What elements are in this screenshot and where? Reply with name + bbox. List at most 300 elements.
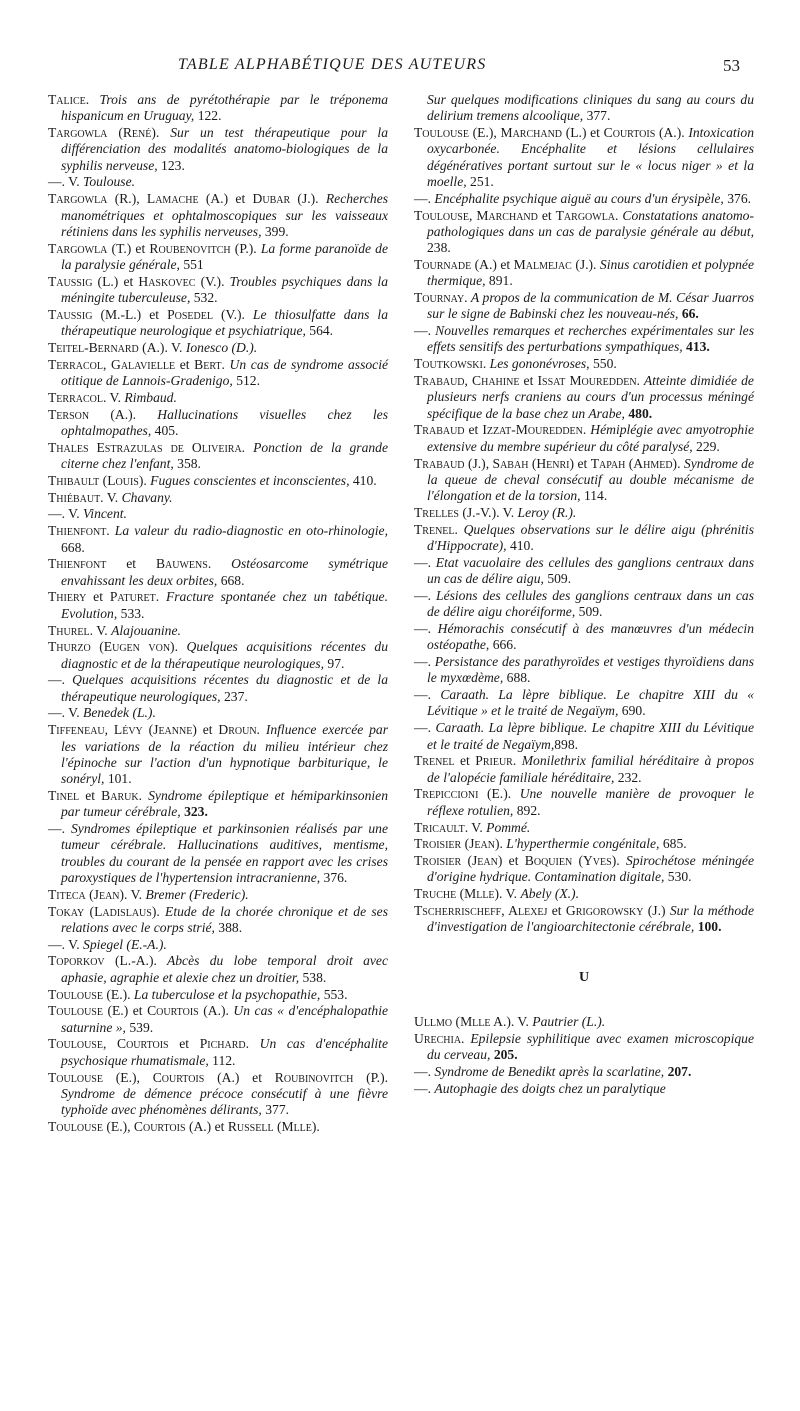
index-entry <box>48 623 388 639</box>
entry-title: Rimbaud. <box>124 389 177 405</box>
entry-author: Urechia. <box>414 1030 465 1046</box>
index-entry <box>48 523 388 556</box>
entry-author: Targowla (T.) <box>48 240 132 256</box>
entry-title: Un cas « d'encéphalopathie saturnine », <box>61 1003 389 1035</box>
index-entry <box>414 522 754 555</box>
entry-title: Hallucinations visuelles chez les ophtalmopathes, <box>61 406 388 438</box>
entry-title: Alajouanine. <box>111 622 181 638</box>
entry-text: V. <box>514 1013 533 1029</box>
entry-text: —. V. <box>48 506 84 522</box>
index-entry <box>48 340 388 356</box>
entry-title: Leroy (R.). <box>517 504 577 520</box>
entry-author: Tokay (Ladislaus). <box>48 903 160 919</box>
entry-text: et <box>131 240 150 256</box>
entry-title: Les gononévroses, <box>486 356 590 372</box>
index-entry <box>414 886 754 902</box>
entry-text: 101. <box>104 771 132 787</box>
entry-title: Bremer (Frederic). <box>145 886 249 902</box>
entry-text: 112. <box>208 1052 236 1068</box>
index-entry <box>48 274 388 307</box>
entry-text: 690. <box>618 703 646 719</box>
entry-author: Boquien (Yves). <box>524 853 620 869</box>
entry-text: —. <box>414 1080 435 1096</box>
entry-author: Thienfont. <box>48 523 110 539</box>
entry-text: V. <box>106 389 125 405</box>
entry-author: Terson (A.). <box>48 406 137 422</box>
entry-text: —. <box>414 621 438 636</box>
entry-text: —. V. <box>48 936 84 952</box>
entry-text: et <box>454 753 476 769</box>
entry-author: Thurzo (Eugen von). <box>48 639 178 655</box>
entry-author: Haskovec (V.). <box>138 273 225 289</box>
entry-text: 533. <box>117 605 145 621</box>
entry-title: A propos de la communication de M. César Juarros sur le signe de Babinski chez les nouveau-nés, <box>427 290 754 322</box>
entry-title: Quelques observations sur le délire aigu (phrénitis d'Hippocrate), <box>427 521 754 554</box>
entry-title: Sur quelques modifications cliniques du sang au cours du delirium tremens alcoolique, <box>427 92 754 124</box>
index-entry <box>414 555 754 588</box>
entry-text: et <box>537 207 556 223</box>
entry-author: Terracol. <box>48 389 107 405</box>
entry-text: 410. <box>506 538 534 554</box>
entry-text: 122. <box>194 108 222 124</box>
entry-text: et <box>168 1036 200 1052</box>
index-entry <box>48 1070 388 1119</box>
entry-text: 97. <box>324 655 345 671</box>
entry-text: V. <box>502 886 521 902</box>
index-entry <box>48 241 388 274</box>
entry-author: Troisier (Jean) <box>414 853 503 869</box>
entry-text: —. <box>414 687 441 703</box>
index-entry <box>414 323 754 356</box>
entry-text: et <box>547 903 566 919</box>
entry-title: Un cas d'encéphalite psychosique rhumatismale, <box>61 1036 388 1068</box>
entry-author: Toulouse, Marchand <box>414 207 538 223</box>
entry-title: Benedek (L.). <box>83 705 156 721</box>
entry-text: 251. <box>466 173 494 189</box>
entry-text: 399. <box>261 223 289 239</box>
entry-title: Une nouvelle manière de provoquer le réflexe rotulien, <box>427 786 754 818</box>
entry-title: Syndrome de démence précoce consécutif à une fièvre typhoïde avec phénomènes délirants, <box>61 1085 388 1118</box>
entry-title: Intoxication oxycarbonée. Encéphalite et lésions cellulaires dégénératives portant surtout sur le « locus niger » et la moelle, <box>427 125 755 189</box>
index-entry <box>48 556 388 589</box>
entry-title: Abcès du lobe temporal droit avec aphasie, agraphie et alexie chez un droitier, <box>61 953 388 985</box>
entry-text: 550. <box>589 356 617 372</box>
index-entry <box>48 589 388 622</box>
entry-title: Caraath. La lèpre biblique. Le chapitre XIII du Lévitique et le traité de Negaïym, <box>427 720 755 752</box>
entry-title: Hémiplégie avec amyotrophie extensive du membre supérieur du côté paralysé, <box>427 422 754 454</box>
entry-page-bold: 100. <box>694 919 722 935</box>
entry-text: 237. <box>220 688 248 704</box>
entry-author: Targowla. <box>555 207 619 223</box>
entry-text: 538. <box>299 969 327 985</box>
entry-text: 553. <box>320 986 348 1002</box>
entry-title: Nouvelles remarques et recherches expérimentales sur les effets sensitifs des perturbations sympathiques, <box>427 323 755 355</box>
entry-page-bold: 480. <box>624 405 653 421</box>
entry-title: Pautrier (L.). <box>532 1013 606 1029</box>
entry-author: Thiébaut. <box>48 489 104 505</box>
entry-text: 358. <box>173 456 201 472</box>
entry-title: Troubles psychiques dans la méningite tuberculeuse, <box>61 273 388 306</box>
entry-text: —. <box>414 323 436 339</box>
index-entry <box>48 953 388 986</box>
entry-text: 405. <box>151 422 179 438</box>
entry-title: Etude de la chorée chronique et de ses relations avec le corps strié, <box>61 903 389 935</box>
index-entry <box>414 92 754 125</box>
index-entry <box>414 1031 754 1064</box>
entry-text: et <box>586 125 604 141</box>
entry-text: V. <box>499 504 518 520</box>
index-entry <box>414 1081 754 1097</box>
section-letter: U <box>578 969 590 985</box>
entry-title: Vincent. <box>83 506 127 522</box>
entry-author: Issat Mouredden. <box>537 373 640 389</box>
entry-author: Taussig (M.-L.) <box>48 306 142 322</box>
entry-title: Lésions des cellules des ganglions centraux dans un cas de délire aigu choréiforme, <box>427 587 755 620</box>
index-entry <box>414 853 754 886</box>
entry-page-bold: 207. <box>664 1063 692 1079</box>
index-entry <box>48 174 388 190</box>
entry-author: Troisier (Jean). <box>414 836 503 852</box>
entry-text: 898. <box>554 736 579 752</box>
index-entry <box>48 390 388 406</box>
entry-text: V. <box>167 339 186 355</box>
entry-text: —. <box>414 190 435 206</box>
entry-page-bold: 413. <box>682 339 710 355</box>
entry-author: Terracol, Galavielle <box>48 356 176 372</box>
entry-title: Fracture spontanée chez un tabétique. Evolution, <box>61 589 388 621</box>
entry-author: Courtois (A.). <box>147 1003 229 1019</box>
entry-text: et <box>211 1118 228 1134</box>
entry-text: et <box>464 422 483 438</box>
entry-author: Grigorowsky (J.) <box>565 903 666 919</box>
entry-author: Toulouse (E.) <box>48 1003 129 1019</box>
entry-author: Thurel. <box>48 622 94 638</box>
index-entry <box>48 821 388 886</box>
entry-text: et <box>118 273 139 289</box>
entry-author: Trelles (J.-V.). <box>414 504 500 520</box>
entry-author: Posedel (V.). <box>167 306 245 322</box>
entry-text: et <box>574 455 591 471</box>
entry-title: La valeur du radio-diagnostic en oto-rhinologie, <box>109 523 388 539</box>
index-entry <box>414 1014 754 1030</box>
entry-author: Talice. <box>48 92 90 107</box>
entry-author: Trabaud, Chahine <box>414 373 520 389</box>
entry-author: Tscherrischeff, Alexej <box>414 903 548 919</box>
index-entry <box>414 125 754 190</box>
index-entry <box>48 639 388 672</box>
index-entry <box>414 836 754 852</box>
index-entry <box>48 1003 388 1036</box>
entry-title: Quelques acquisitions récentes du diagnostic et de la thérapeutique neurologiques, <box>61 639 388 671</box>
entry-author: Malmejac (J.). <box>513 256 597 272</box>
index-entry <box>48 788 388 821</box>
entry-text: 509. <box>543 571 572 587</box>
entry-title: Quelques acquisitions récentes du diagnostic et de la thérapeutique neurologiques, <box>61 672 389 704</box>
entry-author: Prieur. <box>475 753 517 769</box>
entry-text: 668. <box>217 572 245 588</box>
entry-text: 376. <box>320 869 348 885</box>
entry-text: 512. <box>232 373 260 389</box>
index-entry <box>414 588 754 621</box>
left-column <box>48 92 388 1136</box>
entry-author: Tinel <box>48 787 80 803</box>
index-entry <box>48 92 388 125</box>
entry-author: Russell (Mlle). <box>227 1118 320 1134</box>
entry-author: Trabaud <box>414 422 465 438</box>
entry-text: 377. <box>261 1102 290 1118</box>
index-entry <box>414 1064 754 1080</box>
entry-title: Persistance des parathyroïdes et vestiges thyroïdiens dans le myxœdème, <box>427 654 754 686</box>
entry-text: 891. <box>485 273 513 289</box>
entry-author: Pichard. <box>199 1036 249 1052</box>
index-entry <box>48 407 388 440</box>
index-entry <box>414 290 754 323</box>
entry-page-bold: 323. <box>180 804 208 820</box>
index-entry <box>414 903 754 936</box>
entry-text: —. <box>414 554 436 570</box>
entry-author: Tricault. <box>414 819 469 835</box>
entry-author: Trenel. <box>414 521 458 537</box>
entry-author: Ullmo (Mlle A.). <box>414 1013 515 1029</box>
entry-author: Teitel-Bernard (A.). <box>48 339 168 355</box>
entry-text: —. <box>414 654 435 670</box>
index-entry <box>48 125 388 174</box>
index-entry <box>414 621 754 654</box>
entry-author: Targowla (R.), Lamache (A.) <box>48 191 229 207</box>
entry-text: 376. <box>723 190 752 206</box>
entry-author: Tournay. <box>414 290 468 306</box>
entry-author: Roubinovitch (P.). <box>274 1069 388 1085</box>
index-entry <box>48 473 388 489</box>
entry-text: et <box>86 589 110 605</box>
entry-text: —. V. <box>48 705 84 721</box>
entry-text: 892. <box>513 802 541 818</box>
entry-author: Toulouse (E.). <box>48 986 131 1002</box>
entry-title: Sinus carotidien et polypnée thermique, <box>427 256 755 289</box>
entry-title: Syndrome de Benedikt après la scarlatine, <box>434 1063 665 1079</box>
entry-author: Toporkov (L.-A.). <box>48 953 157 969</box>
entry-text: 232. <box>614 769 642 785</box>
entry-title: Un cas de syndrome associé otitique de Lannois-Gradenigo, <box>61 356 388 389</box>
entry-title: Syndromes épileptique et parkinsonien réalisés par une tumeur cérébrale. Hallucinations auditives, mentisme, troubles du courant de la pensée en rapport avec les crises paroxystiques de l'hypertension intracranienne, <box>61 821 389 885</box>
index-entry <box>48 506 388 522</box>
entry-title: Atteinte dimidiée de plusieurs nerfs craniens au cours d'un processus méningé spécifique de la base chez un Arabe, <box>427 373 754 421</box>
right-column-t-entries <box>414 92 754 936</box>
entry-text: 229. <box>692 438 720 454</box>
entry-author: Titeca (Jean). <box>48 886 128 902</box>
index-entry <box>414 208 754 257</box>
index-entry <box>414 373 754 422</box>
index-entry <box>414 456 754 505</box>
index-entry <box>414 505 754 521</box>
entry-text: et <box>502 853 525 869</box>
entry-page-bold: 205. <box>490 1047 518 1063</box>
entry-author: Toulouse (E.), Marchand (L.) <box>414 125 587 141</box>
entry-author: Baruk. <box>101 787 142 803</box>
right-column <box>414 92 754 1097</box>
index-entry <box>48 1036 388 1069</box>
index-entry <box>48 357 388 390</box>
entry-text: —. <box>48 821 71 837</box>
index-entry <box>48 307 388 340</box>
entry-text: 238. <box>427 240 451 256</box>
index-entry <box>414 820 754 836</box>
entry-text: 114. <box>580 488 608 504</box>
page-number: 53 <box>723 56 740 75</box>
entry-title: Autophagie des doigts chez un paralytique <box>434 1080 666 1096</box>
entry-text: —. <box>414 587 437 603</box>
index-entry <box>414 720 754 753</box>
entry-author: Truche (Mlle). <box>414 886 503 902</box>
entry-author: Toutkowski. <box>414 356 487 372</box>
entry-title: Influence exercée par les variations de la réaction du milieu intérieur chez l'épinoche sur l'action d'un hypnotique barbiturique, le sonéryl, <box>61 722 389 787</box>
entry-text: V. <box>93 622 112 638</box>
entry-text: V. <box>127 886 146 902</box>
index-entry <box>414 687 754 720</box>
entry-text: 551 <box>179 256 204 272</box>
entry-title: L'hyperthermie congénitale, <box>502 836 660 852</box>
entry-author: Droun. <box>218 722 260 738</box>
entry-title: Spiegel (E.-A.). <box>83 936 167 952</box>
entry-title: La forme paranoïde de la paralysie générale, <box>61 240 389 272</box>
entry-text: 688. <box>503 670 531 686</box>
entry-author: Trabaud (J.), Sabah (Henri) <box>414 455 575 471</box>
entry-text: et <box>106 556 156 572</box>
entry-author: Roubenovitch (P.). <box>149 240 257 256</box>
entry-title: Monilethrix familial héréditaire à propos de l'alopécie familiale héréditaire, <box>427 753 754 785</box>
entry-author: Thiery <box>48 589 87 605</box>
entry-text: 539. <box>125 1019 154 1035</box>
index-entry <box>414 786 754 819</box>
index-entry <box>48 904 388 937</box>
entry-title: Ponction de la grande citerne chez l'enfant, <box>61 439 389 472</box>
entry-text: V. <box>103 489 122 505</box>
entry-text: et <box>128 1003 148 1019</box>
index-entry <box>48 191 388 240</box>
entry-text: —. V. <box>48 174 84 190</box>
entry-text: et <box>196 722 219 738</box>
running-header <box>0 56 800 80</box>
index-entry <box>48 1119 388 1135</box>
entry-title: Chavany. <box>121 489 173 505</box>
right-column-u-entries <box>414 1014 754 1097</box>
entry-title: Syndrome de la queue de cheval consécutif au double mécanisme de l'élongation et de la torsion, <box>427 455 755 504</box>
entry-title: Trois ans de pyrétothérapie par le tréponema hispanicum en Uruguay, <box>61 92 388 124</box>
entry-title: Ostéosarcome symétrique envahissant les deux orbites, <box>61 556 388 588</box>
entry-title: La tuberculose et la psychopathie, <box>130 986 321 1002</box>
entry-author: Bert. <box>194 356 225 372</box>
entry-author: Toulouse (E.), Courtois (A.) <box>48 1069 240 1085</box>
entry-title: Ionesco (D.). <box>185 339 258 355</box>
entry-author: Paturet. <box>109 589 160 605</box>
entry-author: Tournade (A.) <box>414 256 497 272</box>
entry-title: Abely (X.). <box>520 886 579 902</box>
index-entry <box>414 422 754 455</box>
index-entry <box>414 356 754 372</box>
index-entry <box>414 654 754 687</box>
index-entry <box>414 191 754 207</box>
entry-author: Courtois (A.). <box>603 125 685 141</box>
entry-text: 123. <box>157 157 185 173</box>
entry-text: —. <box>414 720 436 736</box>
entry-author: Taussig (L.) <box>48 273 119 289</box>
entry-text: et <box>79 787 102 803</box>
entry-text: 668. <box>61 539 85 555</box>
index-entry <box>48 937 388 953</box>
entry-author: Thienfont <box>48 556 107 572</box>
entry-title: Epilepsie syphilitique avec examen microscopique du cerveau, <box>427 1030 754 1063</box>
entry-page-bold: 66. <box>678 306 699 322</box>
entry-text: 509. <box>575 604 603 620</box>
entry-title: Recherches manométriques et ophtalmoscopiques sur les vaisseaux rétiniens dans les syphilis nerveuses, <box>61 191 389 239</box>
entry-text: 388. <box>214 919 243 935</box>
entry-text: 666. <box>489 637 517 653</box>
page-header-title: TABLE ALPHABÉTIQUE DES AUTEURS <box>178 56 487 73</box>
entry-text: et <box>496 256 514 272</box>
entry-title: Caraath. La lèpre biblique. Le chapitre XIII du « Lévitique » et le traité de Negaïym, <box>427 687 754 719</box>
entry-text: V. <box>468 819 487 835</box>
entry-author: Thibault (Louis). <box>48 472 147 488</box>
entry-text: —. <box>48 672 73 688</box>
entry-author: Tiffeneau, Lévy (Jeanne) <box>48 722 197 738</box>
entry-title: Sur un test thérapeutique pour la différenciation des modalités anatomo-biologiques de la syphilis nerveuse, <box>61 125 388 173</box>
entry-text: et <box>175 356 195 372</box>
entry-title: Syndrome épileptique et hémiparkinsonien par tumeur cérébrale, <box>61 787 388 820</box>
index-entry <box>48 440 388 473</box>
entry-title: Encéphalite psychique aiguë au cours d'un érysipèle, <box>434 190 724 206</box>
entry-author: Trepiccioni (E.). <box>414 786 512 802</box>
index-entry <box>48 705 388 721</box>
index-entry <box>48 490 388 506</box>
entry-author: Thales Estrazulas de Oliveira. <box>48 439 246 455</box>
entry-title: Pommé. <box>486 819 531 835</box>
index-entry <box>414 257 754 290</box>
entry-author: Trenel <box>414 753 455 769</box>
entry-title: Spirochétose méningée d'origine hydrique. Contamination digitale, <box>427 853 754 885</box>
entry-text: et <box>239 1069 275 1085</box>
entry-text: 410. <box>349 472 377 488</box>
entry-text: —. <box>414 1063 435 1079</box>
entry-title: Sur la méthode d'investigation de l'angioarchitectonie cérébrale, <box>427 903 754 935</box>
entry-author: Targowla (René). <box>48 125 160 141</box>
index-entry <box>48 887 388 903</box>
entry-author: Toulouse (E.), Courtois (A.) <box>48 1118 212 1134</box>
entry-author: Tapah (Ahmed). <box>590 455 681 471</box>
entry-author: Toulouse, Courtois <box>48 1036 169 1052</box>
entry-author: Dubar (J.). <box>252 191 319 207</box>
entry-title: Fugues conscientes et inconscientes, <box>146 472 350 488</box>
entry-title: Le thiosulfatte dans la thérapeutique neurologique et psychiatrique, <box>61 306 389 339</box>
entry-text: 532. <box>190 290 218 306</box>
index-entry <box>414 753 754 786</box>
index-entry <box>48 672 388 705</box>
entry-text: 564. <box>305 323 334 339</box>
entry-text: 685. <box>659 836 687 852</box>
entry-text: et <box>519 373 538 389</box>
entry-text: et <box>228 191 253 207</box>
entry-author: Izzat-Mouredden. <box>482 422 587 438</box>
entry-author: Bauwens. <box>155 556 212 572</box>
entry-title: Etat vacuolaire des cellules des ganglions centraux dans un cas de délire aigu, <box>427 554 755 587</box>
entry-title: Toulouse. <box>83 174 136 190</box>
entry-text: 530. <box>664 869 692 885</box>
index-entry <box>48 722 388 787</box>
entry-title: Hémorachis consécutif à des manœuvres d'un médecin ostéopathe, <box>427 621 754 653</box>
entry-title: Constatations anatomo-pathologiques dans un cas de paralysie générale au début, <box>427 207 755 239</box>
index-entry <box>48 987 388 1003</box>
entry-text: 377. <box>583 108 611 124</box>
entry-text: et <box>141 306 168 322</box>
